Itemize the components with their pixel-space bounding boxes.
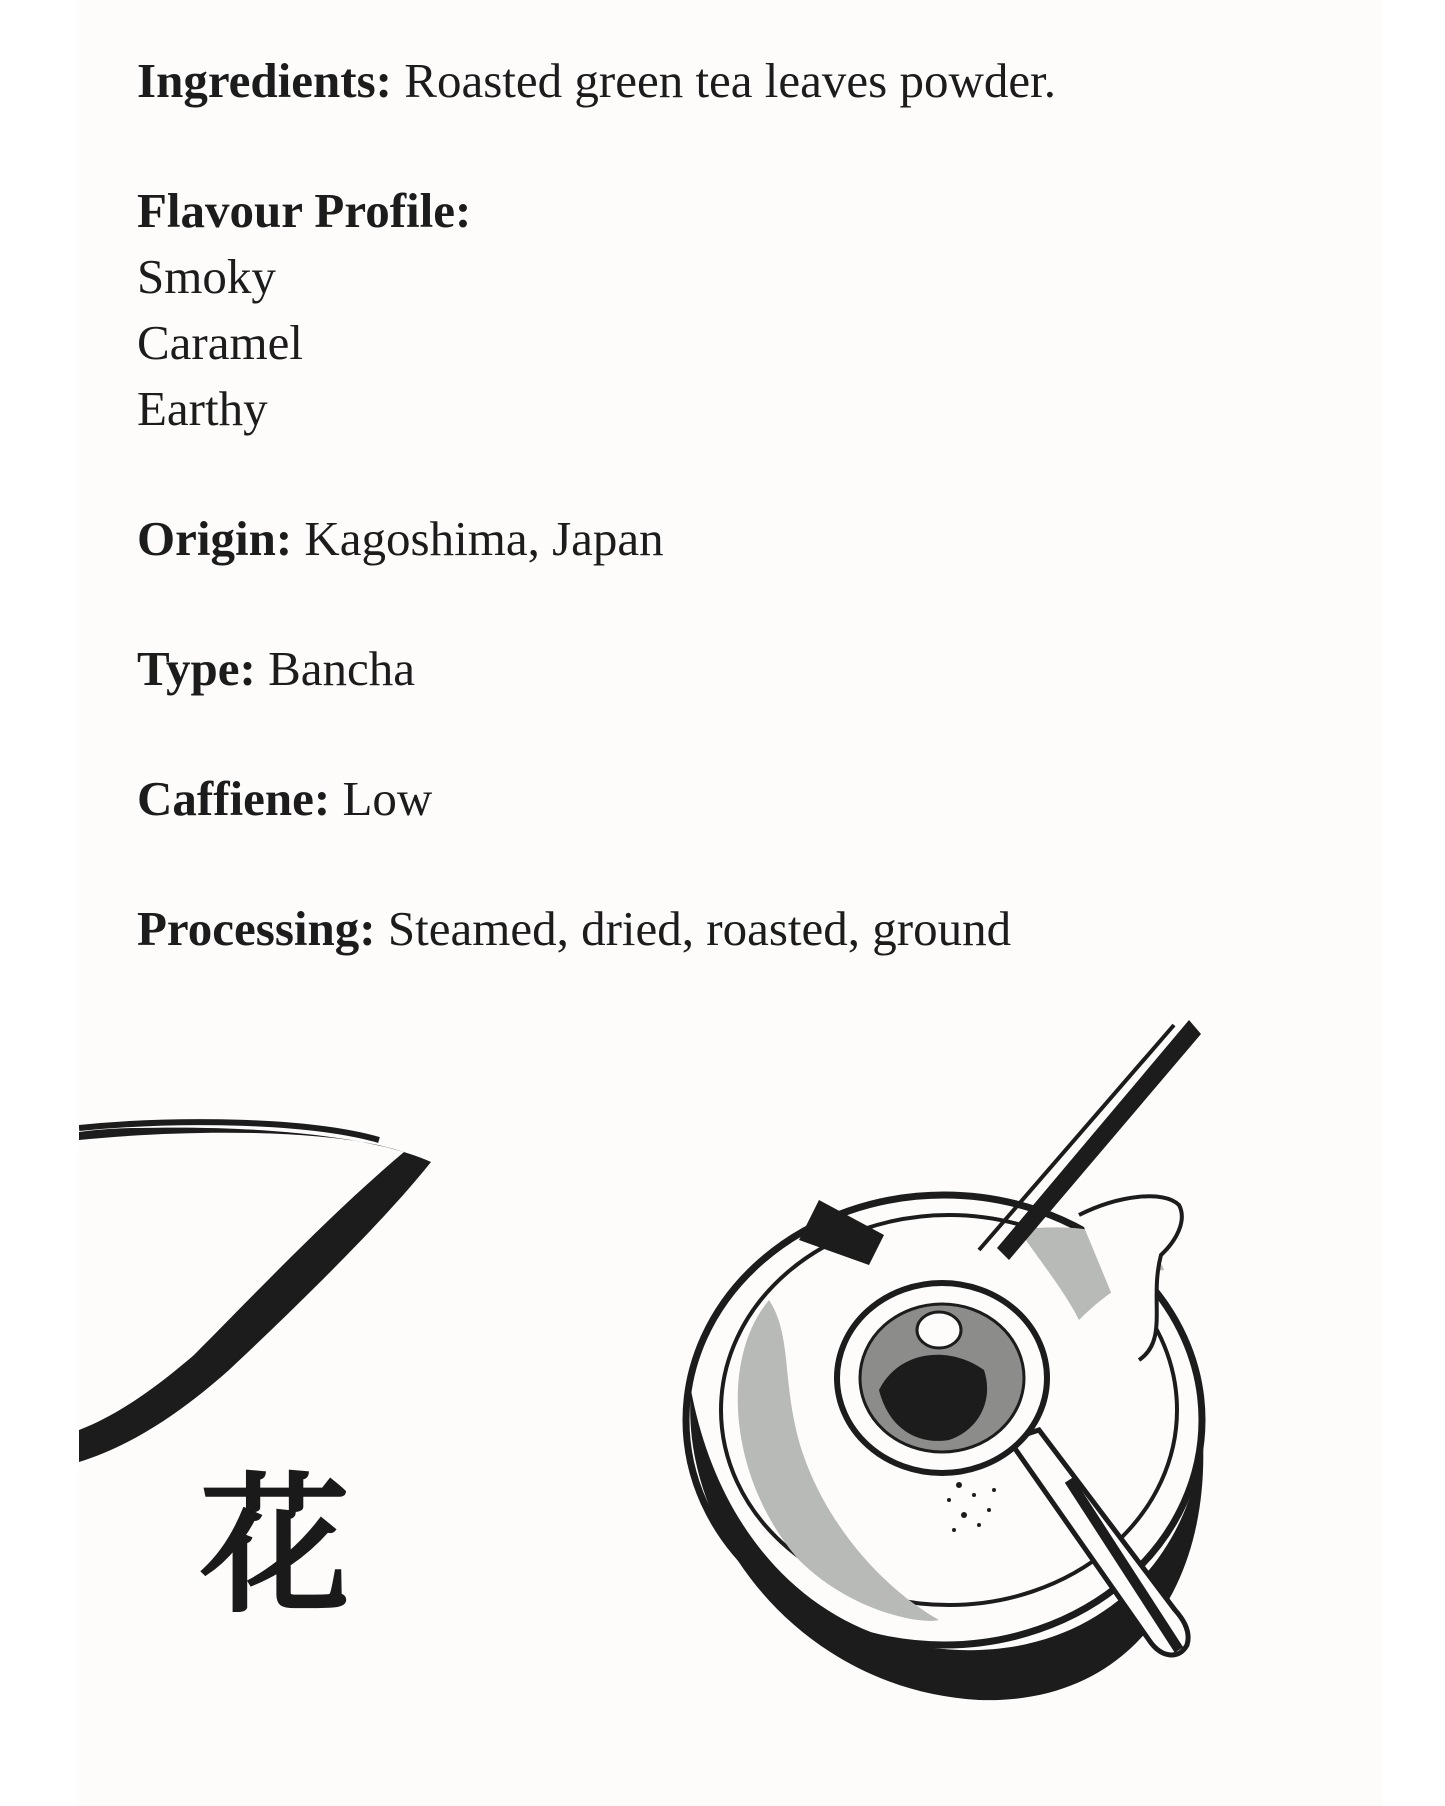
product-detail-page [79, 0, 1383, 1806]
processing-label: Processing: [137, 901, 376, 956]
ingredients-value: Roasted green tea leaves powder. [404, 53, 1056, 108]
kanji-character: 花 [200, 1460, 351, 1634]
caffeine-label: Caffiene: [137, 771, 331, 826]
type-value: Bancha [268, 641, 416, 696]
flavour-note: Smoky [137, 249, 276, 304]
caffeine-value: Low [342, 771, 433, 826]
origin-label: Origin: [137, 511, 293, 566]
processing-value: Steamed, dried, roasted, ground [387, 901, 1012, 956]
type-label: Type: [137, 641, 256, 696]
origin-value: Kagoshima, Japan [304, 511, 664, 566]
brush-stroke [79, 1128, 431, 1462]
flavour-note: Earthy [137, 381, 268, 436]
flavour-label: Flavour Profile: [137, 183, 472, 238]
ingredients-label: Ingredients: [137, 53, 393, 108]
flavour-note: Caramel [137, 315, 303, 370]
